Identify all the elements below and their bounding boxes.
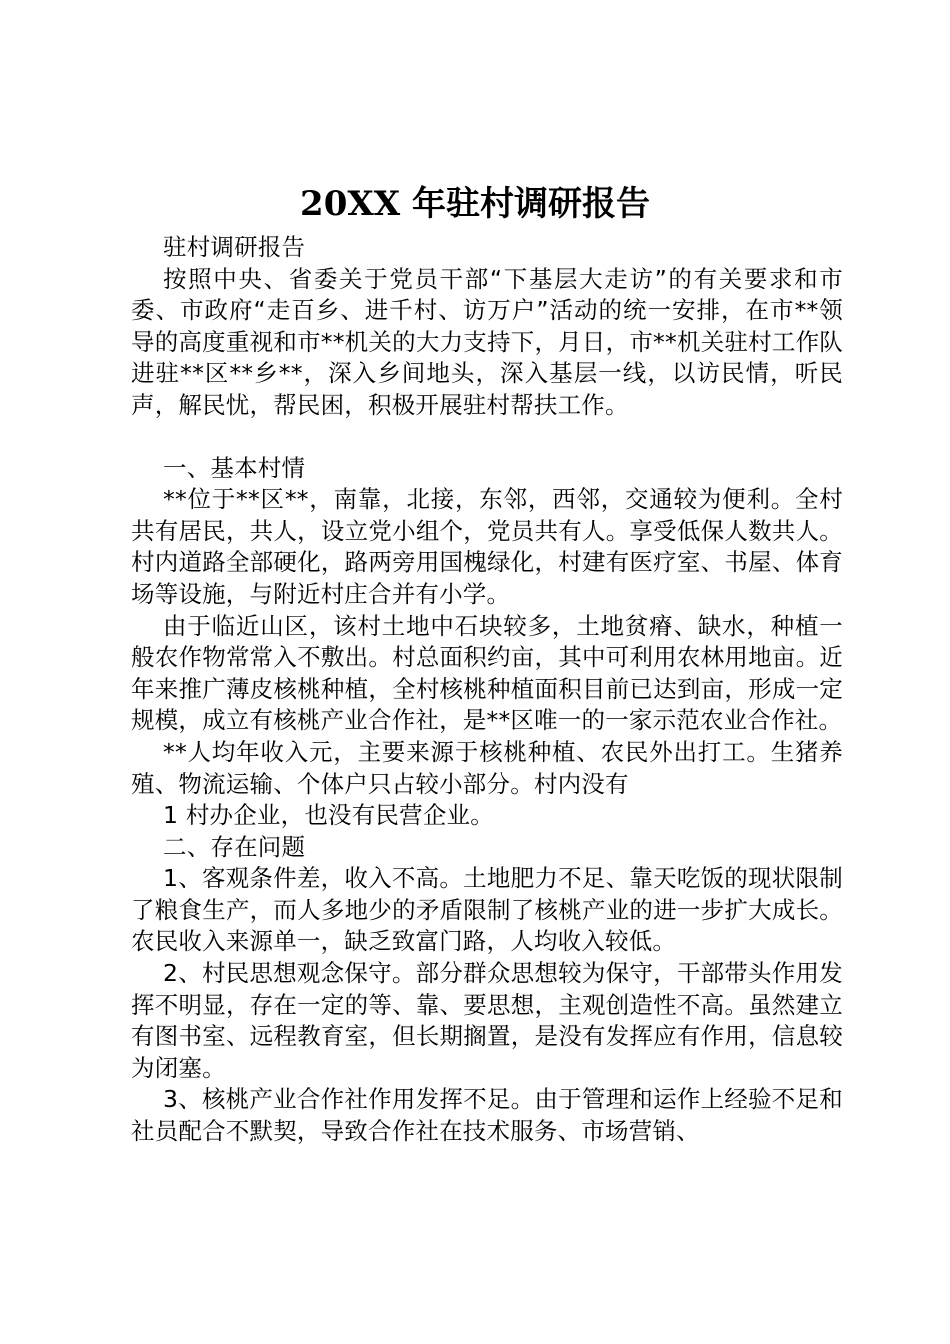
document-title: 20XX 年驻村调研报告 [300,184,650,224]
section-heading-basic-info: 一、基本村情 [163,453,306,482]
paragraph-problem-2: 2、村民思想观念保守。部分群众思想较为保守，干部带头作用发挥不明显，存在一定的等、靠、要思想，主观创造性不高。虽然建立有图书室、远程教育室，但长期搁置，是没有发挥应有作用，信息较为闭塞。 [131,959,843,1082]
paragraph-subtitle: 驻村调研报告 [163,233,306,261]
paragraph-land: 由于临近山区，该村土地中石块较多，土地贫瘠、缺水，种植一般农作物常常入不敷出。村总面积约亩，其中可利用农林用地亩。近年来推广薄皮核桃种植，全村核桃种植面积目前已达到亩，形成一定规模，成立有核桃产业合作社，是**区唯一的一家示范农业合作社。 [131,611,843,735]
paragraph-intro: 按照中央、省委关于党员干部“下基层大走访”的有关要求和市委、市政府“走百乡、进千村、访万户”活动的统一安排，在市**领导的高度重视和市**机关的大力支持下，月日，市**机关驻村工作队进驻**区**乡**，深入乡间地头，深入基层一线，以访民情，听民声，解民忧，帮民困，积极开展驻村帮扶工作。 [131,264,843,419]
paragraph-income: **人均年收入元，主要来源于核桃种植、农民外出打工。生猪养殖、物流运输、个体户只占较小部分。村内没有 [131,737,843,798]
paragraph-problem-1: 1、客观条件差，收入不高。土地肥力不足、靠天吃饭的现状限制了粮食生产，而人多地少的矛盾限制了核桃产业的进一步扩大成长。农民收入来源单一，缺乏致富门路，人均收入较低。 [131,864,843,956]
document-body [131,232,843,1148]
paragraph-problem-3: 3、核桃产业合作社作用发挥不足。由于管理和运作上经验不足和社员配合不默契，导致合作社在技术服务、市场营销、 [131,1085,843,1146]
paragraph-location: **位于**区**，南靠，北接，东邻，西邻，交通较为便利。全村共有居民，共人，设立党小组个，党员共有人。享受低保人数共人。村内道路全部硬化，路两旁用国槐绿化，村建有医疗室、书屋、体育场等设施，与附近村庄合并有小学。 [131,485,843,608]
paragraph-enterprise: 1 村办企业，也没有民营企业。 [163,801,494,830]
section-heading-problems: 二、存在问题 [163,832,306,861]
